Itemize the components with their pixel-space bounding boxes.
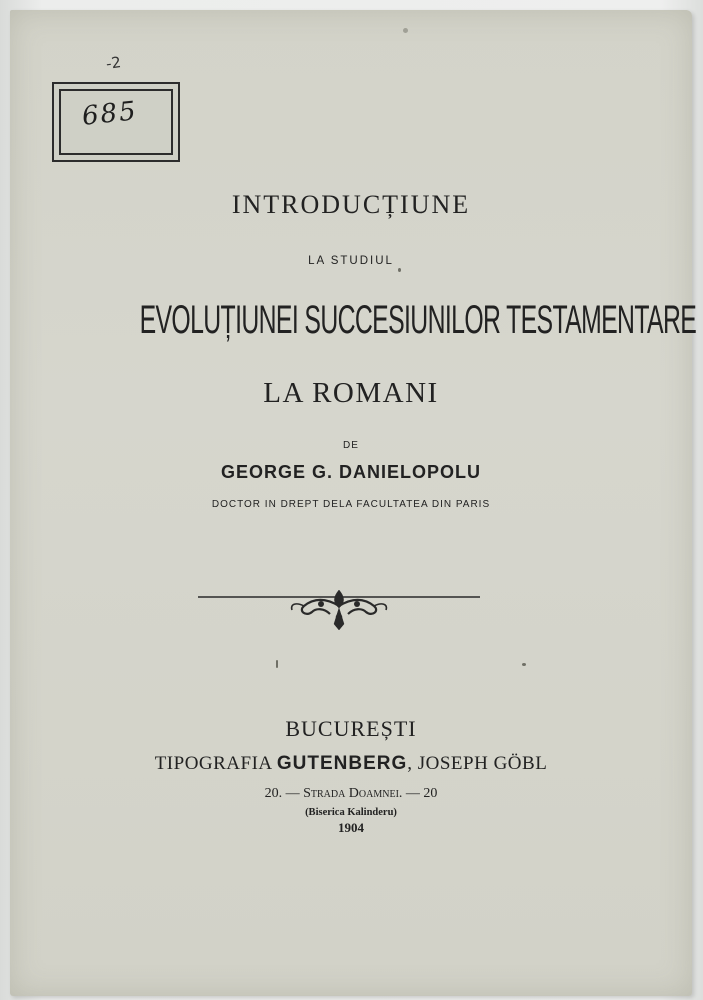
imprint-publisher bbox=[10, 753, 692, 775]
title-line-2: LA STUDIUL bbox=[308, 255, 394, 267]
title-line-4: LA ROMANI bbox=[263, 377, 439, 409]
byline-de: DE bbox=[343, 440, 359, 451]
imprint-city: BUCUREȘTI bbox=[285, 716, 417, 741]
address-street: Strada Doamnei bbox=[303, 786, 399, 801]
paper-speck bbox=[276, 660, 278, 668]
paper-speck bbox=[522, 663, 526, 666]
address-number-right: . — 20 bbox=[398, 786, 438, 801]
author-title: DOCTOR IN DREPT DELA FACULTATEA DIN PARIS bbox=[211, 499, 491, 510]
publisher-name: GUTENBERG bbox=[276, 753, 408, 774]
publisher-prefix: TIPOGRAFIA bbox=[154, 753, 277, 774]
imprint-address bbox=[10, 786, 692, 802]
paper-speck bbox=[398, 268, 401, 272]
library-stamp bbox=[52, 82, 180, 162]
stamp-mark: -2 bbox=[104, 53, 123, 73]
paper-speck bbox=[403, 28, 408, 33]
title-line-1: INTRODUCȚIUNE bbox=[231, 190, 471, 219]
title-line-3: EVOLUȚIUNEI SUCCESIUNILOR TESTAMENTARE bbox=[139, 298, 697, 342]
stamp-number: 685 bbox=[80, 96, 140, 132]
fleuron-divider-icon bbox=[198, 584, 480, 640]
author-name: GEORGE G. DANIELOPOLU bbox=[220, 462, 482, 482]
imprint-address-note: (Biserica Kalinderu) bbox=[305, 807, 397, 818]
publisher-suffix: , JOSEPH GÖBL bbox=[407, 753, 548, 774]
imprint-year: 1904 bbox=[338, 820, 364, 835]
book-cover-page bbox=[10, 10, 697, 996]
address-number-left: 20. — bbox=[264, 786, 304, 801]
